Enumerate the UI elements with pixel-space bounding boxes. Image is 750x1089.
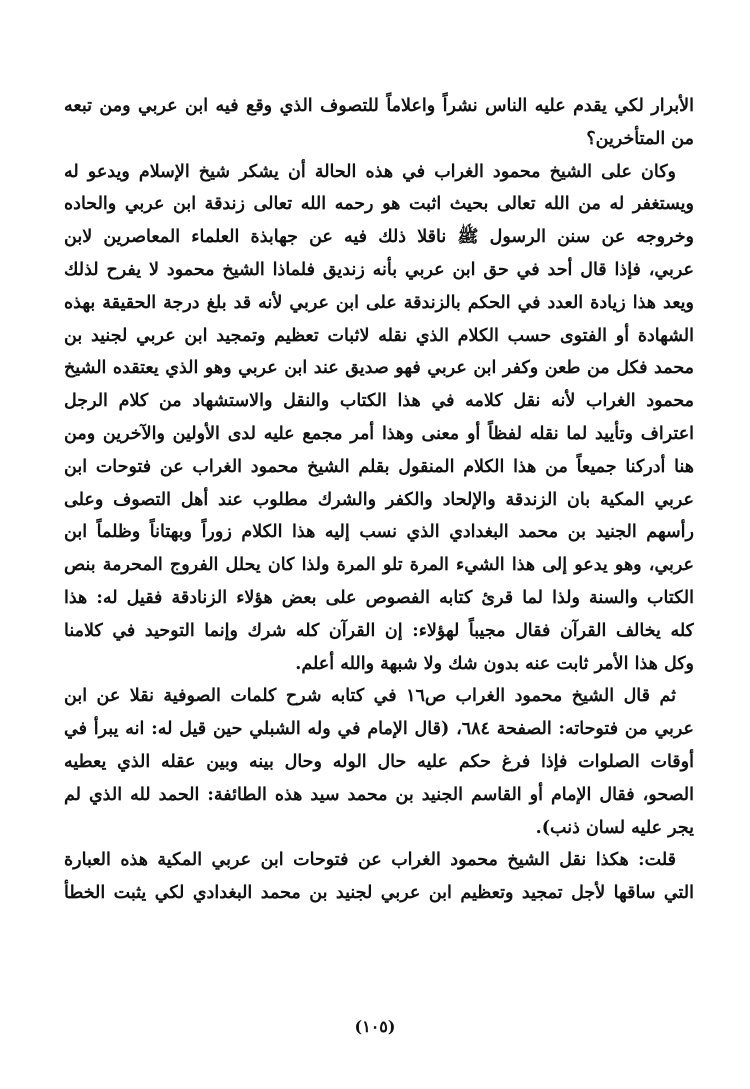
text-line: وكل هذا الأمر ثابت عنه بدون شك ولا شبهة والله أعلم. <box>295 653 694 674</box>
text-line: عربي، فإذا قال أحد في حق ابن عربي بأنه زنديق فلماذا الشيخ محمود لا يفرح لذلك <box>64 259 694 280</box>
text-line: كله يخالف القرآن فقال مجيباً لهؤلاء: إن القرآن كله شرك وإنما التوحيد في كلامنا <box>64 620 694 641</box>
text-line: محمود الغراب لأنه نقل كلامه في هذا الكتاب والنقل والاستشهاد من كلام الرجل <box>64 391 694 412</box>
text-line: الأبرار لكي يقدم عليه الناس نشراً واعلاماً للتصوف الذي وقع فيه ابن عربي ومن تبعه <box>64 96 694 116</box>
text-line: قلت: هكذا نقل الشيخ محمود الغراب عن فتوحات ابن عربي المكية هذه العبارة <box>64 850 676 871</box>
text-line: عربي، وهو يدعو إلى هذا الشيء المرة تلو المرة ولذا كان يحلل الفروج المحرمة بنص <box>64 555 694 576</box>
text-line: يجر عليه لسان ذنب). <box>535 817 694 838</box>
text-line: عربي من فتوحاته: الصفحة ٦٨٤، (قال الإمام في وله الشبلي حين قيل له: انه يبرأ في <box>64 719 694 740</box>
text-line: اعتراف وتأييد لما نقله لفظاً أو معنى وهذا أمر مجمع عليه لدى الأولين والآخرين ومن <box>64 423 694 444</box>
text-line: عربي المكية بان الزندقة والإلحاد والكفر والشرك مطلوب عند أهل التصوف وعلى <box>64 489 694 510</box>
text-line: من المتأخرين؟ <box>586 128 694 149</box>
text-line: هنا أدركنا جميعاً من هذا الكلام المنقول بقلم الشيخ محمود الغراب عن فتوحات ابن <box>64 456 694 477</box>
text-line: ويعد هذا زيادة العدد في الحكم بالزندقة على ابن عربي لأنه قد بلغ درجة الحقيقة بهذه <box>64 292 694 313</box>
text-line: محمد فكل من طعن وكفر ابن عربي فهو صديق عند ابن عربي وهو الذي يعتقده الشيخ <box>64 358 694 379</box>
page-number: (١٠٥) <box>354 1017 396 1036</box>
text-line: وخروجه عن سنن الرسول ﷺ ناقلا ذلك فيه عن جهابذة العلماء المعاصرين لابن <box>64 227 694 248</box>
body-text <box>64 90 694 910</box>
text-line: أوقات الصلوات فإذا فرغ حكم عليه حال الوله وحال بينه وبين عقله الذي يعطيه <box>64 751 694 772</box>
text-line: التي ساقها لأجل تمجيد وتعظيم ابن عربي لجنيد بن محمد البغدادي لكي يثبت الخطأ <box>64 883 694 904</box>
text-line: الكتاب والسنة ولذا لما قرئ كتابه الفصوص على بعض هؤلاء الزنادقة فقيل له: هذا <box>64 587 694 608</box>
text-line: ثم قال الشيخ محمود الغراب ص١٦ في كتابه شرح كلمات الصوفية نقلا عن ابن <box>64 686 676 707</box>
text-line: الشهادة أو الفتوى حسب الكلام الذي نقله لاثبات تعظيم وتمجيد ابن عربي لجنيد بن <box>64 325 694 346</box>
text-line: رأسهم الجنيد بن محمد البغدادي الذي نسب إليه هذا الكلام زوراً وبهتاناً وظلماً ابن <box>64 522 694 543</box>
text-line: الصحو، فقال الإمام أو القاسم الجنيد بن محمد سيد هذه الطائفة: الحمد لله الذي لم <box>64 784 694 805</box>
text-line: ويستغفر له من الله تعالى بحيث اثبت هو رحمه الله تعالى زندقة ابن عربي والحاده <box>64 194 694 215</box>
text-line: وكان على الشيخ محمود الغراب في هذه الحالة أن يشكر شيخ الإسلام ويدعو له <box>64 161 676 182</box>
